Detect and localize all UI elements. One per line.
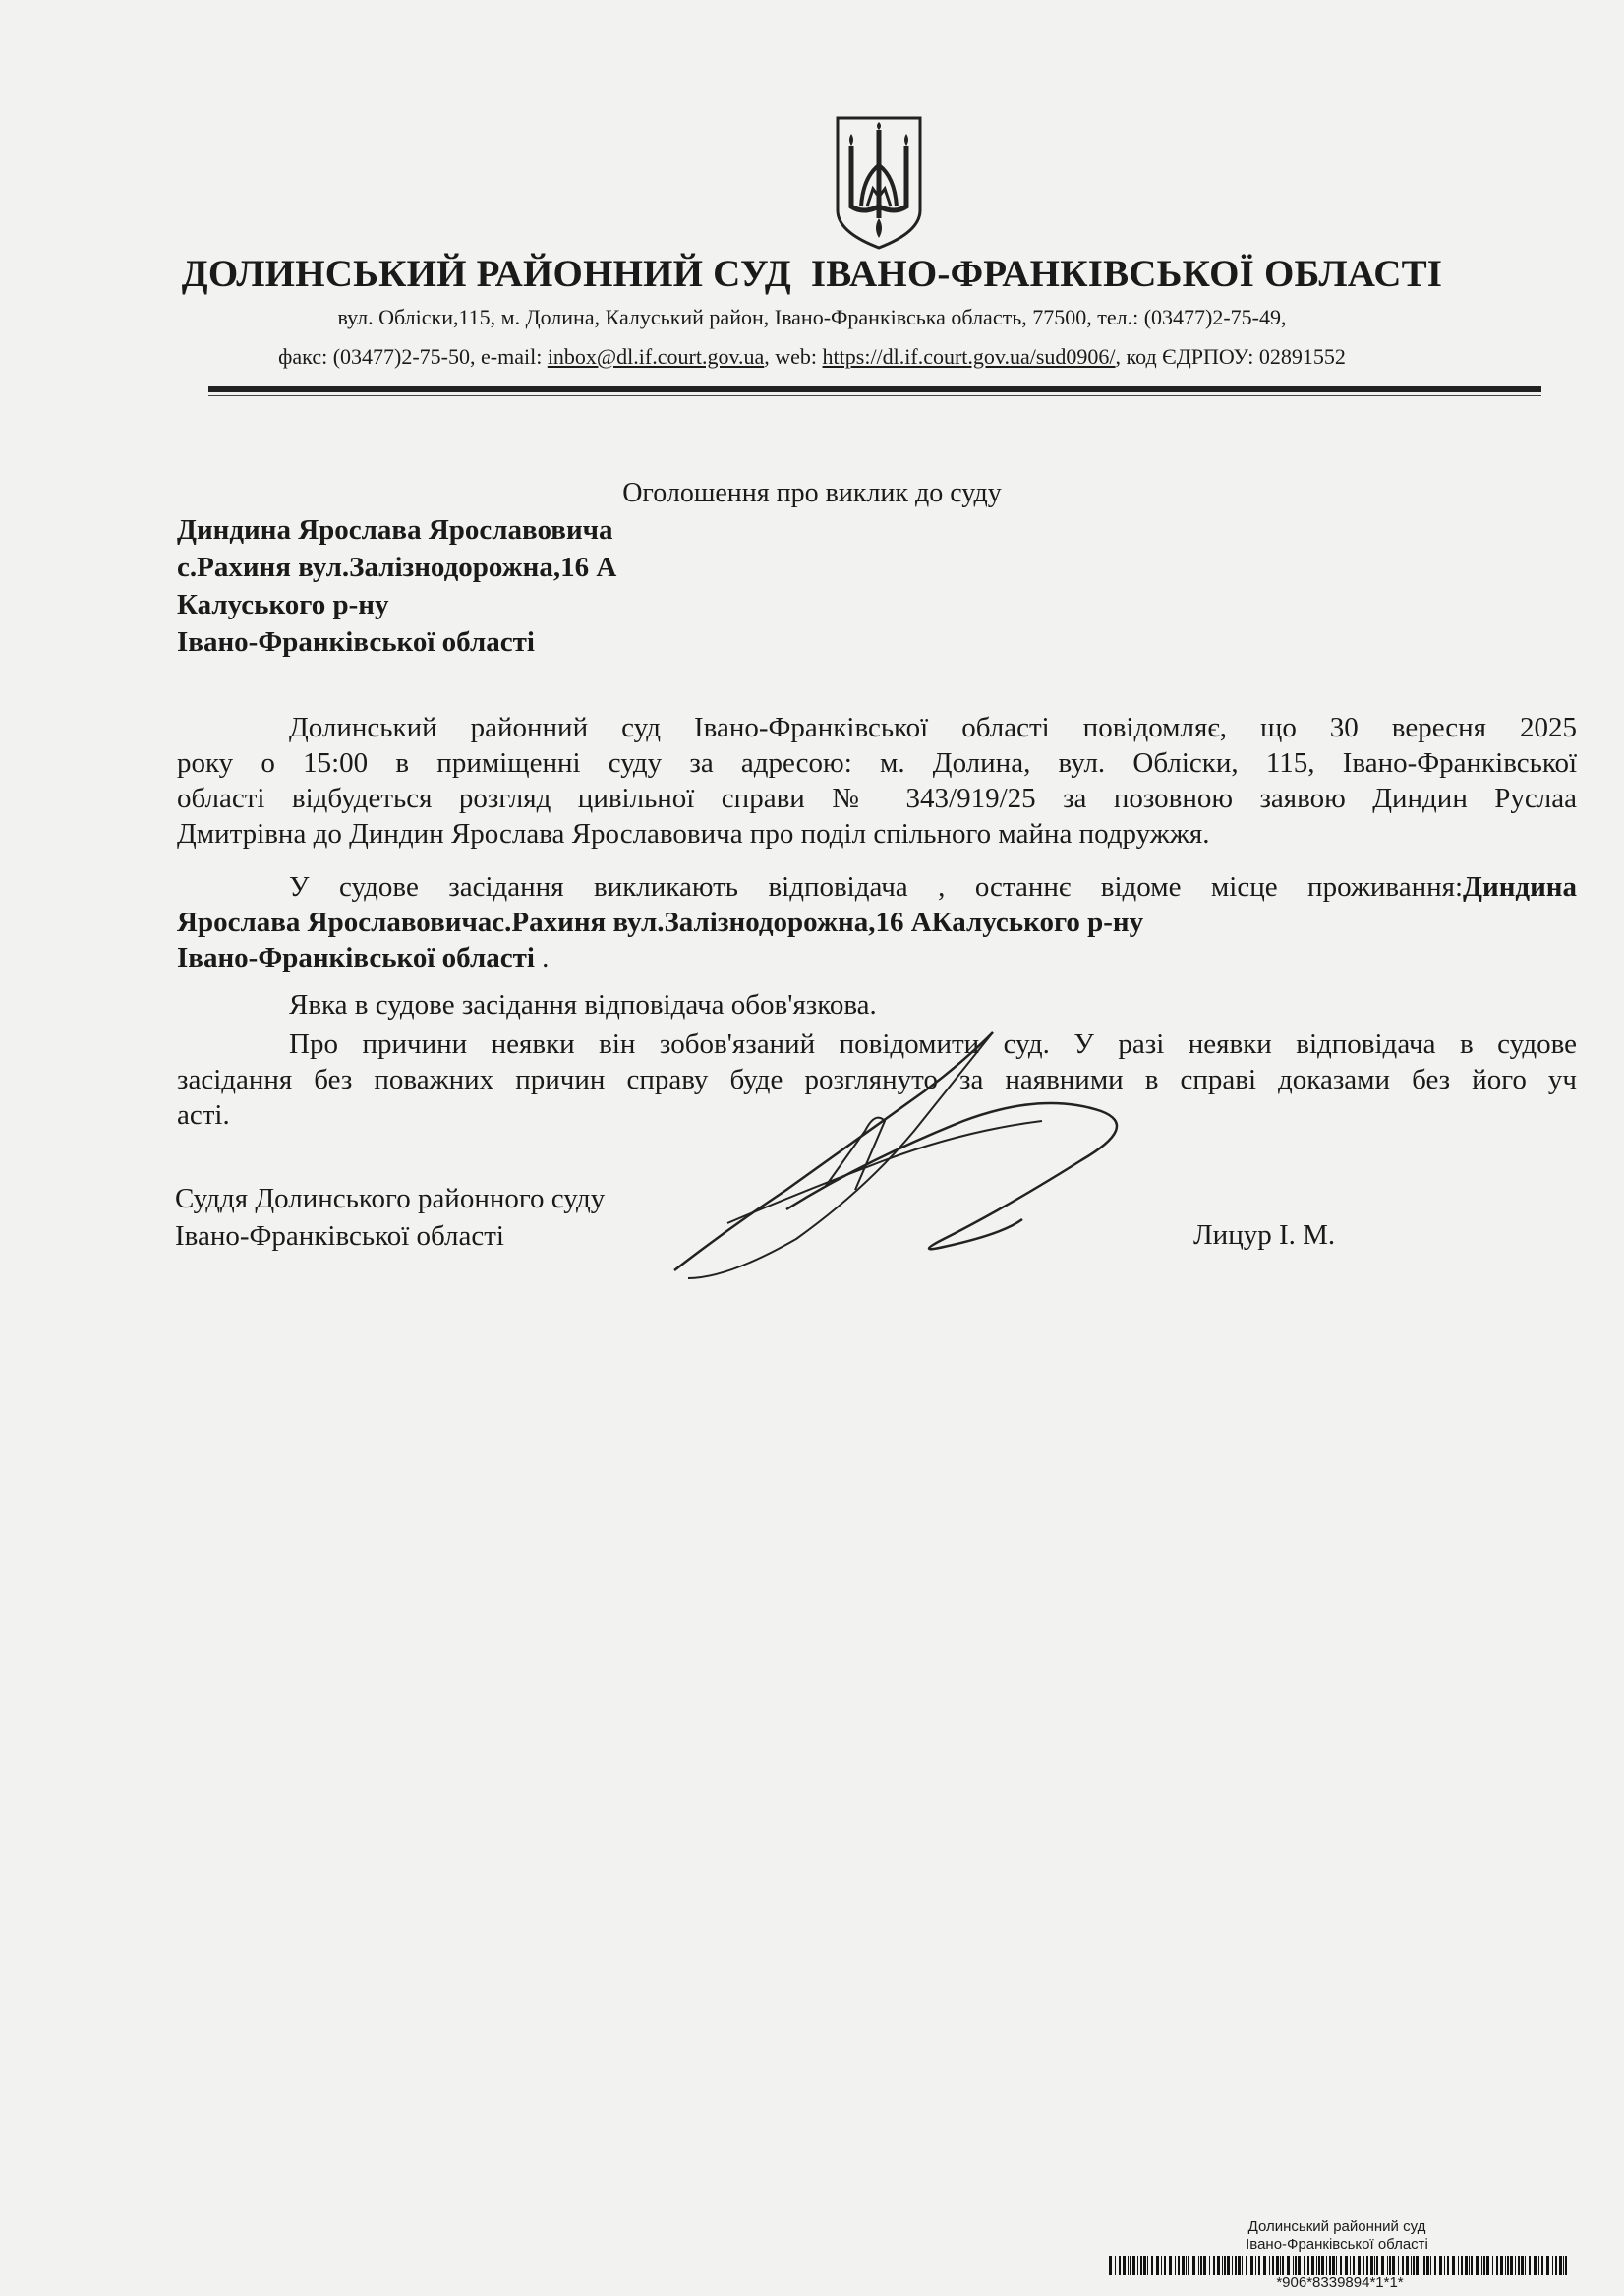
summons-region: Івано-Франківської області (177, 942, 535, 973)
addressee-street: с.Рахиня вул.Залізнодорожна,16 А (177, 552, 617, 583)
registry-stamp (1111, 2218, 1563, 2254)
paragraph-line: області відбудеться розгляд цивільної справи № 343/919/25 за позовною заявою Диндин Руслаа (177, 783, 1577, 814)
trident-emblem-icon (834, 116, 924, 250)
edrpou-code: , код ЄДРПОУ: 02891552 (1115, 344, 1346, 369)
addressee-region: Івано-Франківської області (177, 626, 535, 658)
web-label: , web: (764, 344, 823, 369)
court-address-line: вул. Обліски,115, м. Долина, Калуський район, Івано-Франківська область, 77500, тел.: (03477)2-75-49, (337, 305, 1287, 329)
summons-end: . (534, 942, 550, 973)
paragraph-line: Дмитрівна до Диндин Ярослава Ярославовича про поділ спільного майна подружжя. (177, 818, 1210, 850)
judge-title-line: Івано-Франківської області (175, 1220, 504, 1252)
notice-title: Оголошення про виклик до суду (622, 478, 1002, 508)
paragraph-summons (177, 869, 1577, 975)
fax-text: факс: (03477)2-75-50, e-mail: (278, 344, 548, 369)
court-contact-line (0, 344, 1624, 370)
addressee-district: Калуського р-ну (177, 589, 389, 620)
header-divider-thin (208, 395, 1541, 396)
summons-name-start: Диндина (1463, 871, 1577, 903)
summons-lead: У судове засідання викликають відповідача , останнє відоме місце проживання: (289, 871, 1464, 903)
stamp-line: Івано-Франківської області (1246, 2236, 1428, 2253)
handwritten-signature (668, 1013, 1180, 1288)
addressee-block (177, 511, 616, 661)
header-divider-thick (208, 386, 1541, 392)
judge-title-line: Суддя Долинського районного суду (175, 1183, 606, 1214)
paragraph-hearing-info (177, 710, 1577, 852)
judge-title (175, 1180, 605, 1255)
paragraph-line: Про причини неявки він зобов'язаний повідомити суд. У разі неявки відповідача в судове (289, 1029, 1577, 1060)
paragraph-line (177, 869, 1577, 905)
barcode-icon (1109, 2256, 1571, 2275)
paragraph-line (177, 905, 1577, 940)
web-link[interactable]: https://dl.if.court.gov.ua/sud0906/ (822, 344, 1116, 369)
paragraph-line: року о 15:00 в приміщенні суду за адресою: м. Долина, вул. Обліски, 115, Івано-Франківської (177, 747, 1577, 779)
email-link[interactable]: inbox@dl.if.court.gov.ua (547, 344, 765, 369)
paragraph-line: Долинський районний суд Івано-Франківської області повідомляє, що 30 вересня 2025 (289, 712, 1577, 743)
addressee-name: Диндина Ярослава Ярославовича (177, 514, 613, 546)
barcode-number: *906*8339894*1*1* (1276, 2274, 1404, 2291)
paragraph-line (177, 940, 1577, 975)
judge-name: Лицур І. М. (1193, 1219, 1336, 1251)
paragraph-line: асті. (177, 1099, 230, 1131)
paragraph-line: Явка в судове засідання відповідача обов'язкова. (289, 989, 877, 1021)
summons-address: Ярослава Ярославовичас.Рахиня вул.Залізнодорожна,16 АКалуського р-ну (177, 907, 1144, 938)
court-title: ДОЛИНСЬКИЙ РАЙОННИЙ СУД ІВАНО-ФРАНКІВСЬКОЇ ОБЛАСТІ (181, 253, 1443, 295)
paragraph-line: засідання без поважних причин справу буде розглянуто за наявними в справі доказами без його уч (177, 1064, 1577, 1095)
stamp-line: Долинський районний суд (1247, 2218, 1426, 2235)
